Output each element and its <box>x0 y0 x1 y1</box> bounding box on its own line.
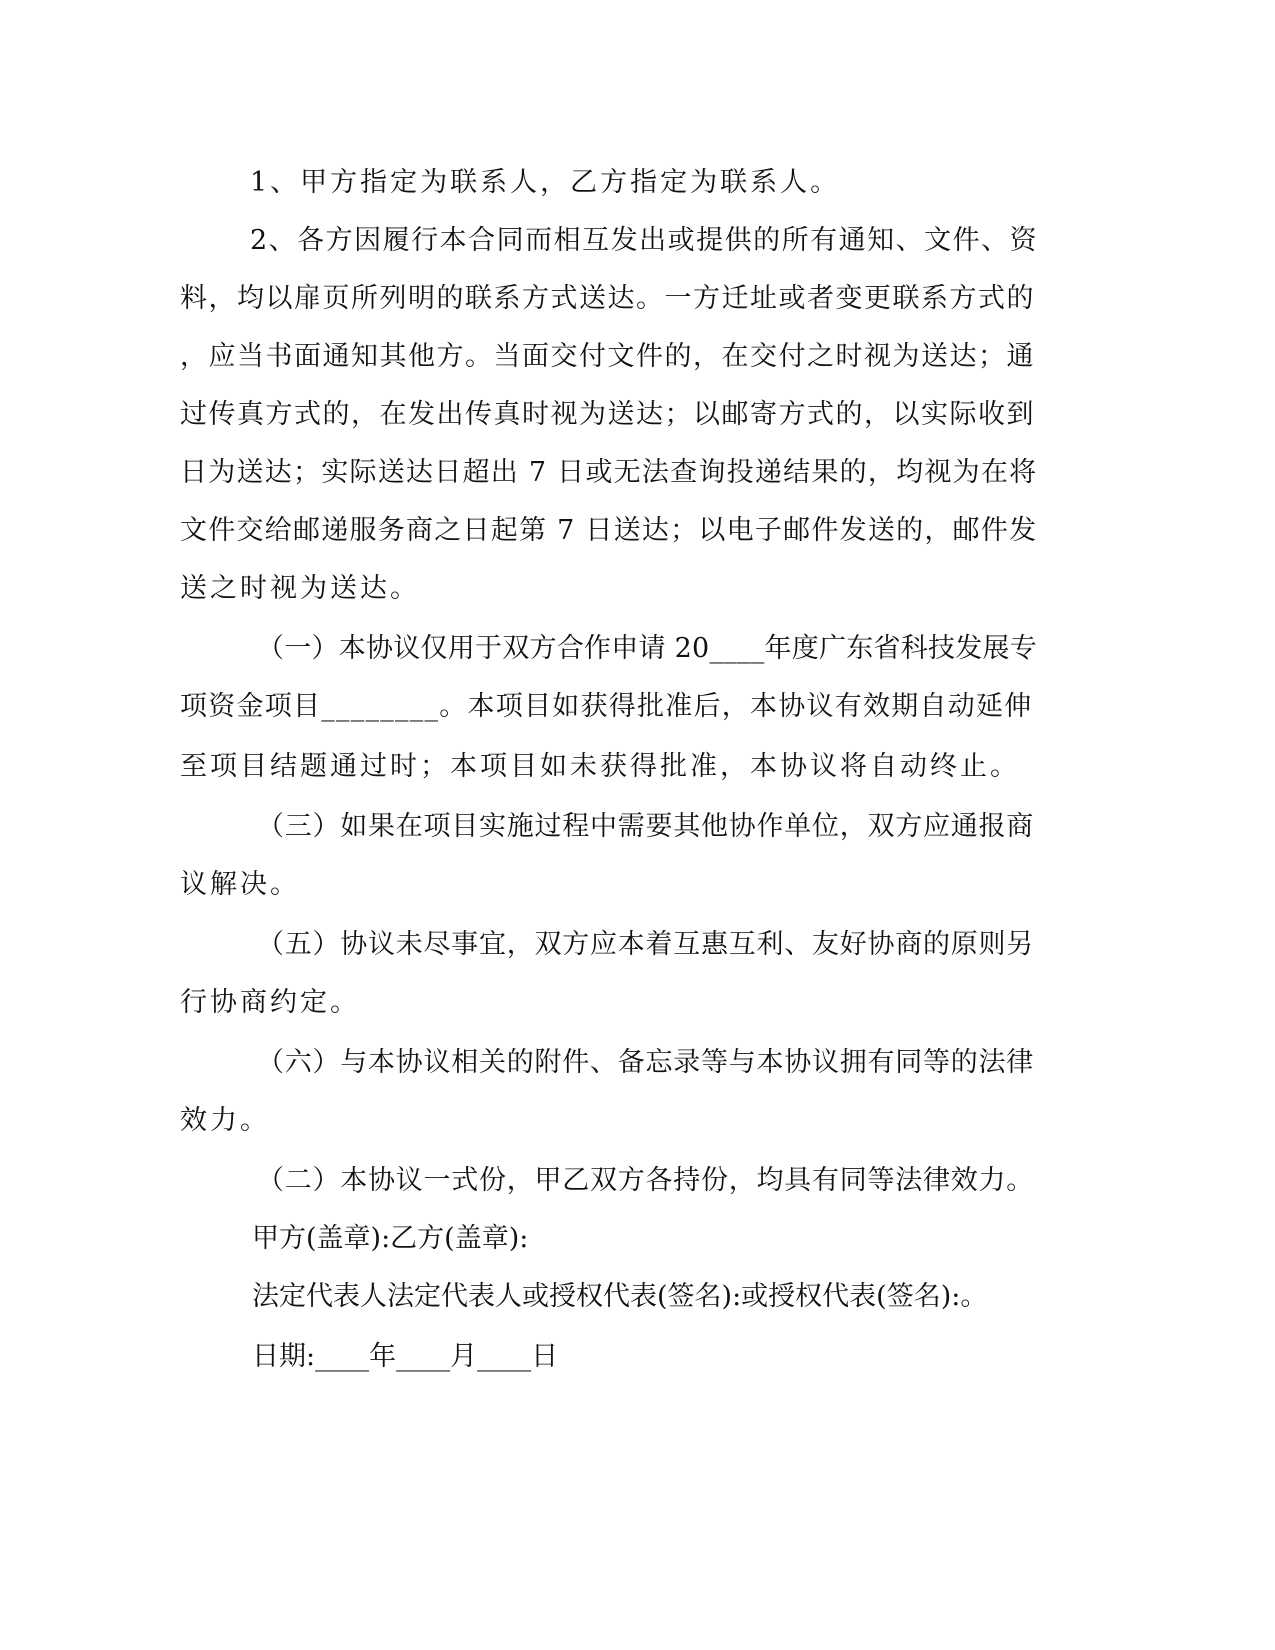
paragraph-2-line-2: 料，均以扉页所列明的联系方式送达。一方迁址或者变更联系方式的 <box>180 283 1035 314</box>
paragraph-4-line-1: （三）如果在项目实施过程中需要其他协作单位，双方应通报商 <box>257 811 1034 842</box>
paragraph-3-line-2: 项资金项目________。本项目如获得批准后，本协议有效期自动延伸 <box>180 691 1033 722</box>
paragraph-2-line-4: 过传真方式的，在发出传真时视为送达；以邮寄方式的，以实际收到 <box>180 399 1035 430</box>
paragraph-5-line-1: （五）协议未尽事宜，双方应本着互惠互利、友好协商的原则另 <box>257 929 1034 960</box>
signature-date: 日期:____年____月____日 <box>252 1341 559 1372</box>
paragraph-2-line-6: 文件交给邮递服务商之日起第 7 日送达；以电子邮件发送的，邮件发 <box>180 515 1038 546</box>
paragraph-5-line-2: 行协商约定。 <box>180 987 360 1018</box>
paragraph-6-line-2: 效力。 <box>180 1105 270 1136</box>
signature-parties: 甲方(盖章):乙方(盖章): <box>252 1223 529 1254</box>
paragraph-7-line-1: （二）本协议一式份，甲乙双方各持份，均具有同等法律效力。 <box>257 1165 1034 1196</box>
paragraph-2-line-3: ，应当书面通知其他方。当面交付文件的，在交付之时视为送达；通 <box>180 341 1035 372</box>
paragraph-3-line-3: 至项目结题通过时；本项目如未获得批准，本协议将自动终止。 <box>180 751 1020 782</box>
paragraph-4-line-2: 议解决。 <box>180 869 300 900</box>
paragraph-2-line-1: 2、各方因履行本合同而相互发出或提供的所有通知、文件、资 <box>250 225 1039 256</box>
paragraph-6-line-1: （六）与本协议相关的附件、备忘录等与本协议拥有同等的法律 <box>257 1047 1034 1078</box>
paragraph-2-line-7: 送之时视为送达。 <box>180 573 420 604</box>
signature-representatives: 法定代表人法定代表人或授权代表(签名):或授权代表(签名):。 <box>252 1281 988 1312</box>
paragraph-1-line-1: 1、甲方指定为联系人，乙方指定为联系人。 <box>250 167 841 198</box>
paragraph-3-line-1: （一）本协议仅用于双方合作申请 20____年度广东省科技发展专 <box>257 633 1037 664</box>
paragraph-2-line-5: 日为送达；实际送达日超出 7 日或无法查询投递结果的，均视为在将 <box>180 457 1038 488</box>
